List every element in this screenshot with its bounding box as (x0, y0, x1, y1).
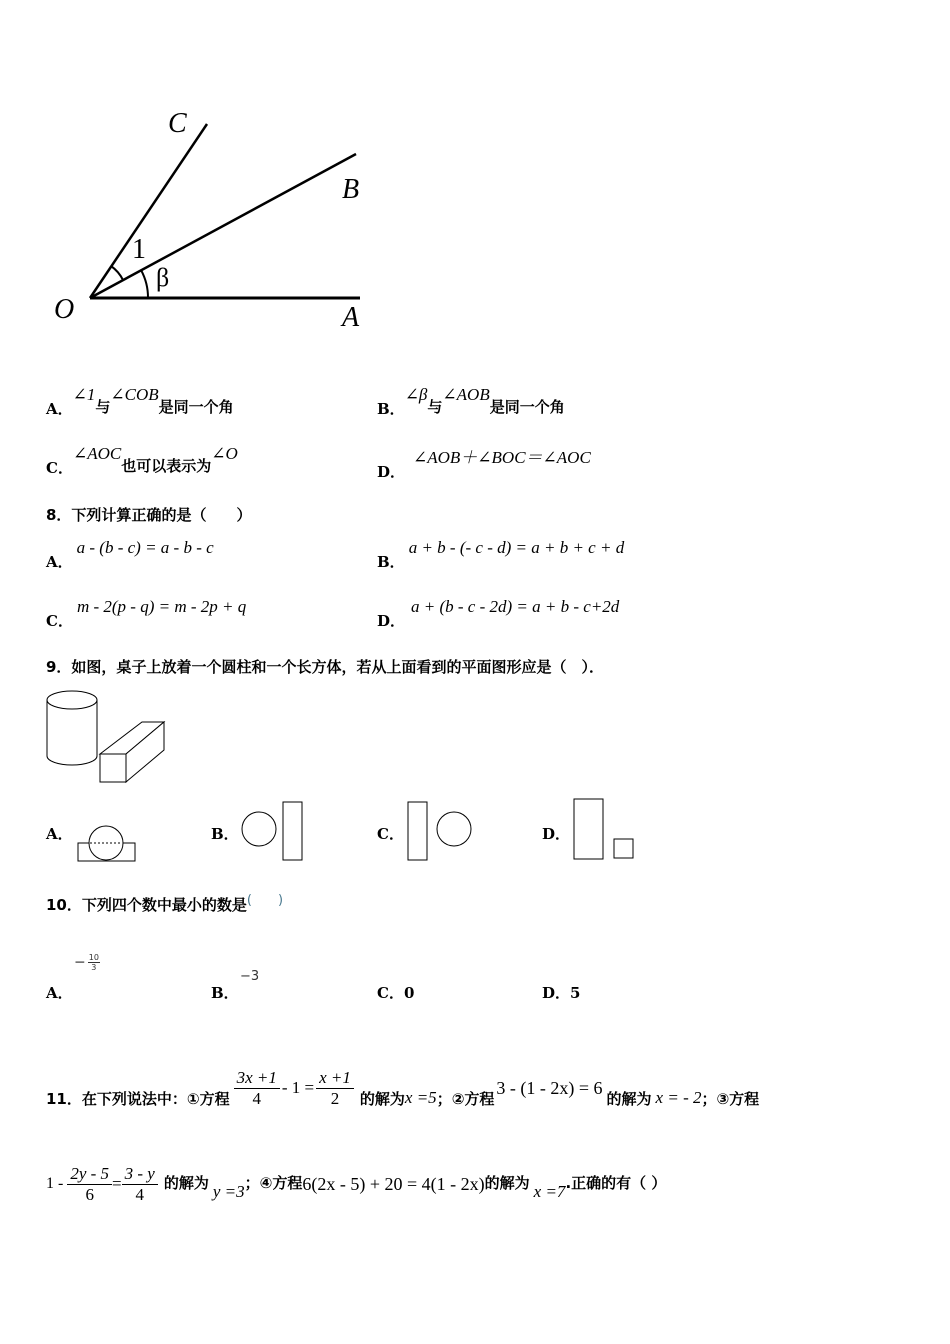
fraction-1 (234, 1068, 280, 1109)
option-letter: A． (46, 400, 73, 418)
fraction-denominator: 4 (135, 1184, 144, 1204)
question-text: 10．下列四个数中最小的数是 (46, 896, 247, 914)
math: ∠COB (110, 385, 159, 404)
q9-option-c-figure (406, 800, 476, 864)
math: x = - 2 (655, 1088, 702, 1107)
question-text: 11．在下列说法中：①方程 (46, 1089, 230, 1108)
option-letter: B． (211, 984, 239, 1002)
option-letter: D． (542, 825, 571, 843)
option-letter: D． (542, 984, 571, 1002)
q9-option-d (542, 823, 570, 844)
rectangle-shape (283, 802, 302, 860)
math: ∠AOB＋∠BOC＝∠AOC (413, 448, 591, 467)
cylinder-top (47, 691, 97, 709)
q7-option-c (46, 443, 238, 477)
math: y =3 (212, 1182, 245, 1201)
label-beta: β (156, 263, 170, 292)
text: 与 (427, 398, 443, 416)
option-letter: C． (377, 984, 404, 1002)
math: m - 2(p - q) = m - 2p + q (76, 597, 247, 616)
ray-ob (90, 154, 356, 298)
fraction (88, 953, 100, 972)
square-shape (614, 839, 633, 858)
box-front (100, 754, 126, 782)
rectangle-shape (408, 802, 427, 860)
question-text: .正确的有（ ） (565, 1173, 667, 1192)
circle-shape (242, 812, 276, 846)
math: ∠1 (72, 385, 96, 404)
question-text: ；③方程 (701, 1089, 760, 1108)
q7-option-b (377, 384, 565, 418)
option-letter: C． (377, 825, 404, 843)
question-text: 的解为 (163, 1173, 209, 1192)
label-angle-1: 1 (132, 234, 146, 265)
q11-line1 (46, 1064, 759, 1112)
cylinder-box-figure (44, 688, 168, 788)
q10-option-a-value (74, 952, 100, 972)
q9-option-a-figure (76, 822, 138, 864)
q10-stem (46, 894, 283, 915)
question-text: ；④方程 (244, 1173, 303, 1192)
option-letter: C． (46, 459, 73, 477)
option-value: 5 (570, 984, 581, 1002)
q10-option-b-value: −3 (240, 969, 260, 984)
text: 是同一个角 (489, 398, 565, 416)
option-letter: D． (377, 463, 406, 481)
math: a - (b - c) = a - b - c (76, 538, 214, 557)
label-o: O (54, 294, 75, 325)
q9-stem: 9．如图，桌子上放着一个圆柱和一个长方体，若从上面看到的平面图形应是（ ）． (46, 658, 604, 676)
question-text: ；②方程 (436, 1089, 495, 1108)
label-a: A (342, 302, 360, 333)
fraction-3 (67, 1164, 112, 1205)
q10-option-a (46, 982, 73, 1003)
math: ∠AOC (72, 444, 122, 463)
minus-sign: − (74, 954, 86, 971)
math: ∠AOB (442, 385, 490, 404)
fraction-denominator: 3 (91, 963, 97, 972)
q10-option-b (211, 982, 239, 1003)
math: 3 - (1 - 2x) = 6 (496, 1077, 603, 1098)
math: ∠O (211, 444, 238, 463)
rectangle-shape (574, 799, 603, 859)
math: a + (b - c - 2d) = a + b - c+2d (411, 597, 620, 616)
fraction-numerator: 3x +1 (234, 1068, 280, 1089)
math: = (112, 1174, 122, 1193)
option-letter: B． (211, 825, 239, 843)
q8-option-c (46, 596, 247, 630)
math: x =7 (533, 1182, 566, 1201)
q8-option-b (377, 537, 625, 571)
q7-option-a (46, 384, 234, 418)
label-b: B (342, 174, 360, 205)
q9-option-d-figure (572, 797, 638, 863)
q9-option-a (46, 823, 73, 844)
q9-option-c (377, 823, 404, 844)
question-text: 的解为 (359, 1089, 405, 1108)
question-text: 的解为 (484, 1173, 530, 1192)
q8-stem: 8．下列计算正确的是（ ） (46, 506, 252, 524)
q9-option-b-figure (240, 800, 306, 864)
math: 6(2x - 5) + 20 = 4(1 - 2x) (302, 1173, 485, 1194)
option-letter: B． (377, 400, 405, 418)
fraction-4 (122, 1164, 158, 1205)
option-letter: D． (377, 612, 406, 630)
ray-oc (90, 124, 207, 298)
q9-option-b (211, 823, 239, 844)
fraction-numerator: 2y - 5 (67, 1164, 112, 1185)
fraction-numerator: x +1 (316, 1068, 354, 1089)
math: x =5 (404, 1088, 437, 1107)
math: 1 - (46, 1175, 64, 1192)
angle-arc-1 (111, 266, 123, 280)
angle-figure (40, 100, 400, 340)
q10-option-c (377, 982, 414, 1003)
option-value: 0 (403, 984, 415, 1002)
option-letter: B． (377, 553, 405, 571)
text: 与 (95, 398, 111, 416)
q8-option-a (46, 537, 214, 571)
text: 也可以表示为 (121, 457, 212, 475)
text: 是同一个角 (158, 398, 234, 416)
fraction-denominator: 6 (85, 1184, 94, 1204)
q8-option-d (377, 596, 620, 630)
q11-line2 (46, 1160, 666, 1208)
fraction-numerator: 3 - y (122, 1164, 158, 1185)
option-letter: A． (46, 825, 73, 843)
fraction-numerator: 10 (88, 953, 99, 962)
math: a + b - (- c - d) = a + b + c + d (408, 538, 625, 557)
q10-option-d (542, 982, 580, 1003)
q7-option-d (377, 443, 591, 481)
math: ∠β (404, 385, 428, 404)
option-letter: A． (46, 553, 73, 571)
label-c: C (168, 108, 187, 139)
angle-arc-beta (141, 270, 148, 298)
math: - 1 = (281, 1078, 315, 1097)
fraction-2 (316, 1068, 354, 1109)
fraction-denominator: 2 (330, 1088, 340, 1108)
answer-paren: ( ) (246, 893, 284, 908)
option-letter: A． (46, 984, 73, 1002)
cylinder-bottom (47, 756, 97, 765)
circle-shape (437, 812, 471, 846)
option-letter: C． (46, 612, 73, 630)
fraction-denominator: 4 (252, 1088, 261, 1108)
question-text: 的解为 (606, 1089, 652, 1108)
